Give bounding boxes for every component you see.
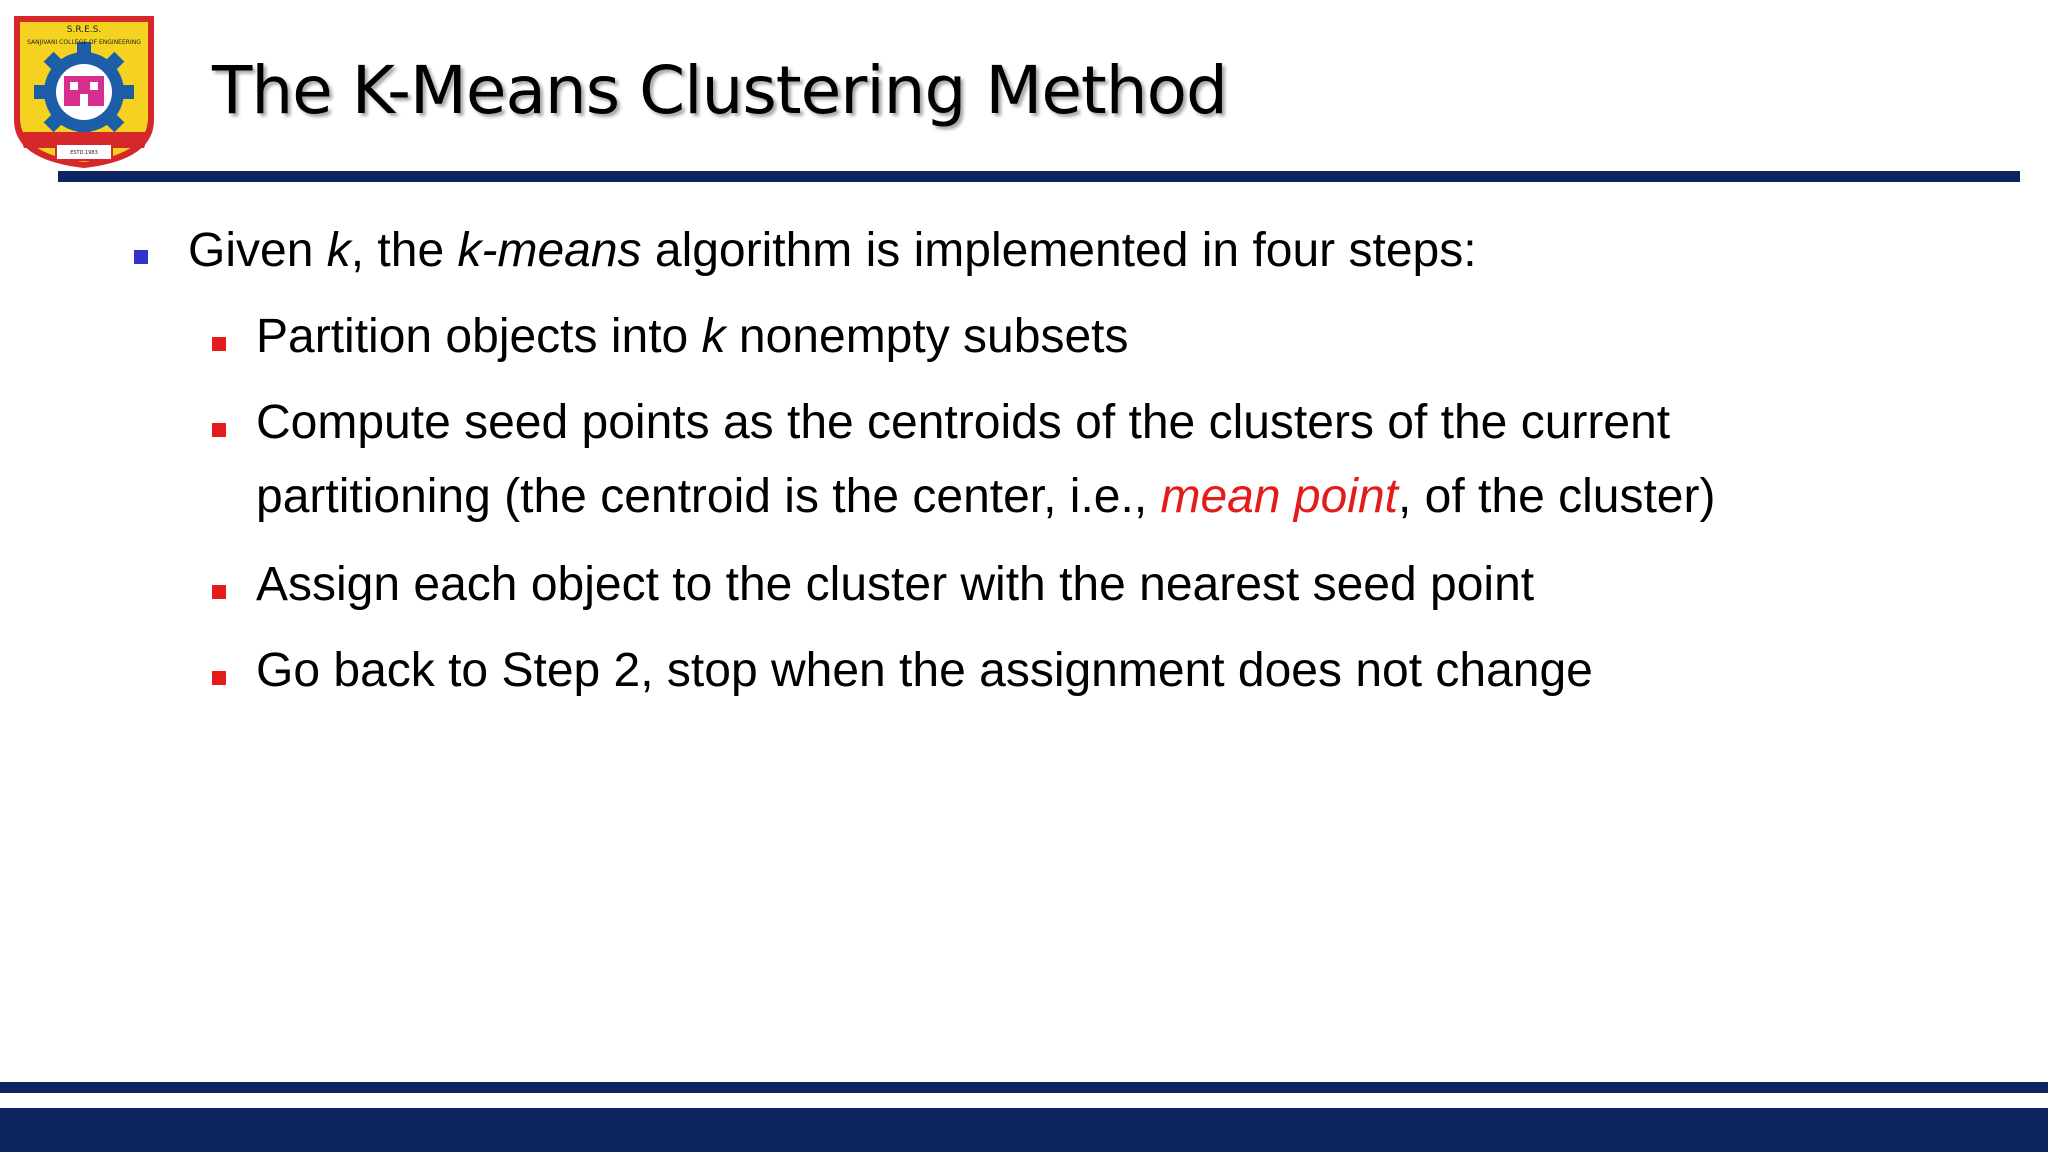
- slide-title: The K-Means Clustering Method: [212, 52, 1227, 129]
- title-divider: [58, 171, 2020, 182]
- bullet-square-icon: [134, 250, 148, 264]
- sub-bullet-square-icon: [212, 337, 226, 351]
- italic-k: k: [326, 224, 351, 277]
- step-2-line-2: [256, 460, 1715, 534]
- text-span: Partition objects into: [256, 310, 702, 363]
- highlight-mean-point: mean point: [1160, 470, 1398, 523]
- italic-k: k: [701, 310, 726, 363]
- footer-divider: [0, 1082, 2048, 1093]
- main-bullet-text: [188, 214, 1477, 288]
- svg-text:ESTD.1983: ESTD.1983: [70, 150, 98, 156]
- text-span: algorithm is implemented in four steps:: [641, 224, 1477, 277]
- text-span: partitioning (the centroid is the center, i.e.,: [256, 470, 1161, 523]
- text-span: , of the cluster): [1398, 470, 1716, 523]
- text-span: , the: [350, 224, 458, 277]
- sub-bullet-square-icon: [212, 671, 226, 685]
- svg-text:SANJIVANI COLLEGE OF ENGINEERI: SANJIVANI COLLEGE OF ENGINEERING: [27, 39, 141, 46]
- step-2-line-1: Compute seed points as the centroids of the clusters of the current: [256, 396, 1671, 449]
- text-span: nonempty subsets: [725, 310, 1129, 363]
- svg-text:S.R.E.S.: S.R.E.S.: [66, 25, 102, 35]
- sub-bullet-square-icon: [212, 423, 226, 437]
- sub-bullet-square-icon: [212, 585, 226, 599]
- step-1-text: [256, 300, 1128, 374]
- italic-k-means: k-means: [457, 224, 642, 277]
- step-3-text: Assign each object to the cluster with the nearest seed point: [256, 558, 1535, 611]
- college-logo: [4, 10, 164, 170]
- footer-band: [0, 1108, 2048, 1152]
- step-4-text: Go back to Step 2, stop when the assignment does not change: [256, 644, 1593, 697]
- text-span: Given: [188, 224, 327, 277]
